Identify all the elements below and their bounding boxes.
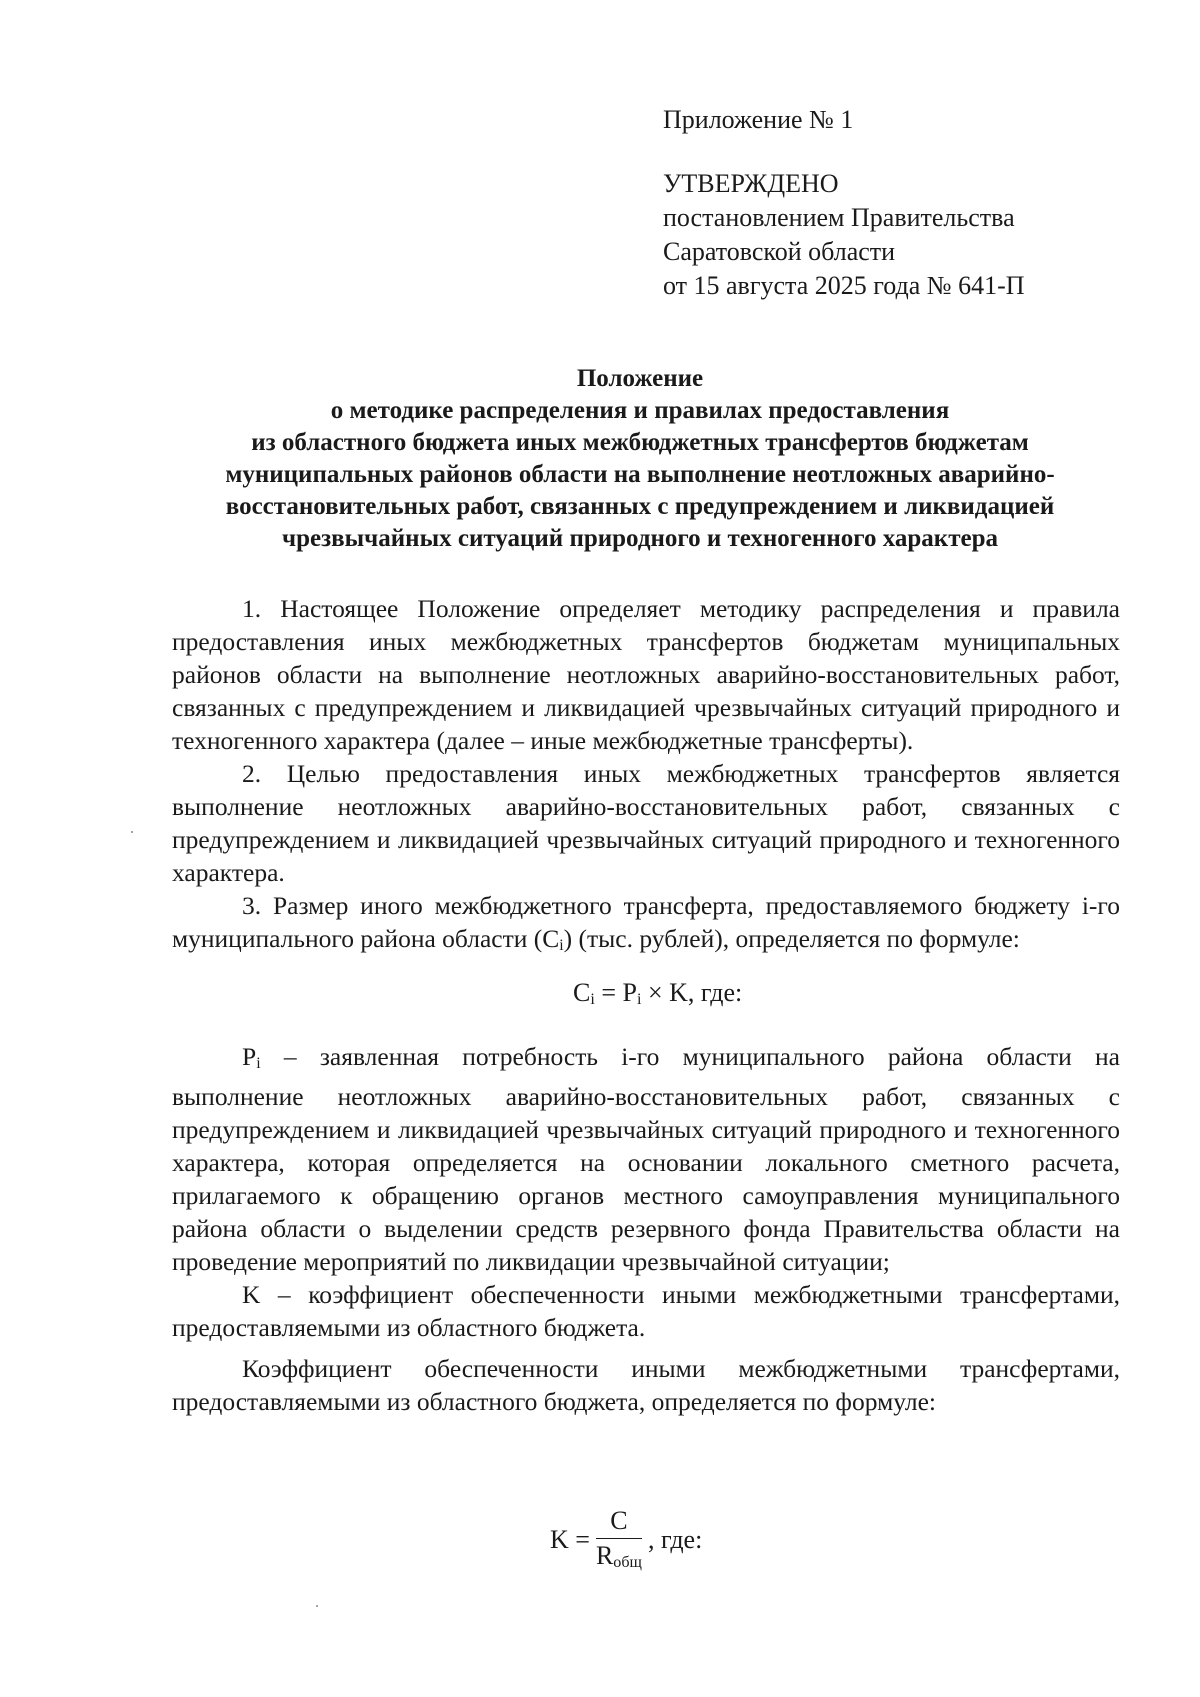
- approval-line-3: от 15 августа 2025 года № 641-П: [663, 271, 1025, 300]
- paragraph-coefficient: Коэффициент обеспеченности иными межбюджетными трансфертами, предоставляемыми из областного бюджета, определяется по формуле:: [172, 1354, 1120, 1416]
- formula-ci: $C_i = P_i \times K$, где:: [573, 978, 743, 1008]
- paragraph-3: 3. Размер иного межбюджетного трансферта, предоставляемого бюджету i-го муниципального района области $(C_i)$ (тыс. рублей), определяется по формуле:: [172, 891, 1120, 954]
- approval-block: [663, 103, 1025, 303]
- title-line: восстановительных работ, связанных с предупреждением и ликвидацией: [225, 493, 1055, 520]
- formula-k: K = $\frac{C}{R_{общ}}$ , где:: [550, 1506, 702, 1578]
- paragraph-1: 1. Настоящее Положение определяет методику распределения и правила предоставления иных межбюджетных трансфертов бюджетам муниципальных районов области на выполнение неотложных аварийно-восстановительных работ, связанных с предупреждением и ликвидацией чрезвычайных ситуаций природного и техногенного характера (далее – иные межбюджетные трансферты).: [172, 594, 1120, 755]
- title-line: чрезвычайных ситуаций природного и техногенного характера: [282, 525, 998, 552]
- scan-speck: [316, 1605, 318, 1607]
- definition-pi: $P_i$ – заявленная потребность i-го муниципального района области на выполнение неотложных аварийно-восстановительных работ, связанных с предупреждением и ликвидацией чрезвычайных ситуаций природного и техногенного характера, которая определяется на основании локального сметного расчета, прилагаемого к обращению органов местного самоуправления муниципального района области о выделении средств резервного фонда Правительства области на проведение мероприятий по ликвидации чрезвычайной ситуации;: [172, 1042, 1120, 1276]
- document-title: [160, 363, 1120, 555]
- title-line: из областного бюджета иных межбюджетных трансфертов бюджетам: [251, 429, 1029, 456]
- fraction: $\frac{C}{R_{общ}}$: [595, 1506, 642, 1571]
- approval-line-2: Саратовской области: [663, 237, 896, 266]
- body-section-2: [172, 1040, 1120, 1418]
- approval-line-1: постановлением Правительства: [663, 203, 1015, 232]
- paragraph-2: 2. Целью предоставления иных межбюджетных трансфертов является выполнение неотложных аварийно-восстановительных работ, связанных с предупреждением и ликвидацией чрезвычайных ситуаций природного и техногенного характера.: [172, 759, 1120, 887]
- title-line: о методике распределения и правилах предоставления: [330, 397, 950, 424]
- body-section-1: [172, 592, 1120, 962]
- title-line: муниципальных районов области на выполнение неотложных аварийно-: [225, 461, 1055, 488]
- definition-k: K – коэффициент обеспеченности иными межбюджетными трансфертами, предоставляемыми из областного бюджета.: [172, 1280, 1120, 1342]
- approved-stamp-text: УТВЕРЖДЕНО: [663, 169, 839, 198]
- appendix-number: Приложение № 1: [663, 105, 854, 134]
- scan-speck: [131, 831, 133, 833]
- title-line: Положение: [576, 365, 704, 392]
